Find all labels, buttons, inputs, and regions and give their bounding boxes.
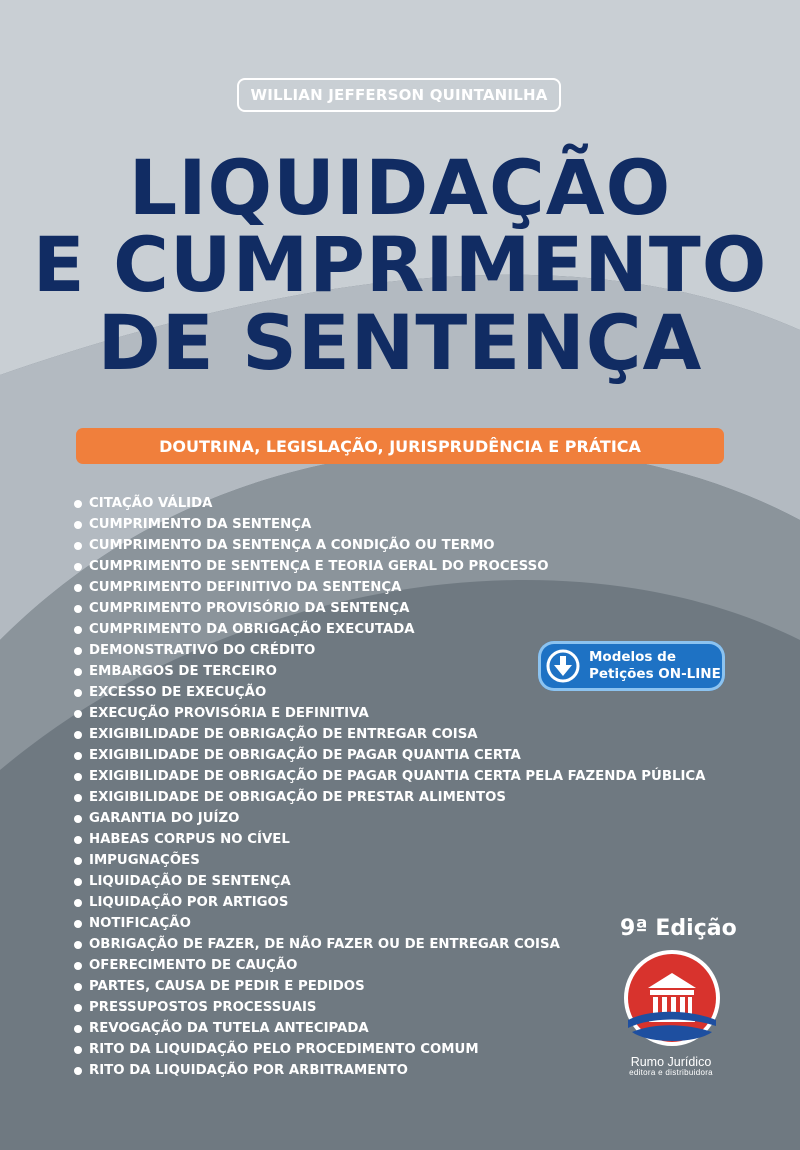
topic-label: PRESSUPOSTOS PROCESSUAIS [89,1000,317,1015]
topic-label: EXIGIBILIDADE DE OBRIGAÇÃO DE ENTREGAR COISA [89,727,478,742]
topic-item [74,892,705,913]
topic-label: RITO DA LIQUIDAÇÃO POR ARBITRAMENTO [89,1063,408,1078]
bullet-icon [74,899,82,907]
topic-label: LIQUIDAÇÃO POR ARTIGOS [89,895,289,910]
topic-item [74,955,705,976]
topic-label: HABEAS CORPUS NO CÍVEL [89,832,290,847]
topic-label: RITO DA LIQUIDAÇÃO PELO PROCEDIMENTO COMUM [89,1042,479,1057]
topic-item [74,766,705,787]
bullet-icon [74,794,82,802]
topic-label: EXIGIBILIDADE DE OBRIGAÇÃO DE PAGAR QUANTIA CERTA [89,748,521,763]
bullet-icon [74,1025,82,1033]
topic-label: IMPUGNAÇÕES [89,853,200,868]
bullet-icon [74,626,82,634]
publisher-name: Rumo Jurídico [630,1055,712,1069]
topic-item [74,871,705,892]
topic-label: NOTIFICAÇÃO [89,916,191,931]
topic-label: LIQUIDAÇÃO DE SENTENÇA [89,874,291,889]
topic-item [74,808,705,829]
topic-item [74,703,705,724]
topic-label: CUMPRIMENTO DA SENTENÇA A CONDIÇÃO OU TERMO [89,538,495,553]
bullet-icon [74,773,82,781]
title-line-2: E CUMPRIMENTO [32,220,768,309]
author-name: WILLIAN JEFFERSON QUINTANILHA [237,78,561,112]
bullet-icon [74,584,82,592]
bullet-icon [74,752,82,760]
bullet-icon [74,962,82,970]
topic-label: CUMPRIMENTO DA OBRIGAÇÃO EXECUTADA [89,622,415,637]
topic-item [74,934,705,955]
subtitle-banner: DOUTRINA, LEGISLAÇÃO, JURISPRUDÊNCIA E PRÁTICA [76,428,724,464]
online-templates-badge [538,641,725,691]
bullet-icon [74,815,82,823]
topic-item [74,829,705,850]
bullet-icon [74,731,82,739]
topic-item [74,598,705,619]
topic-label: EMBARGOS DE TERCEIRO [89,664,277,679]
bullet-icon [74,1004,82,1012]
title-line-1: LIQUIDAÇÃO [128,143,672,232]
topic-item [74,850,705,871]
topic-item [74,913,705,934]
topic-label: GARANTIA DO JUÍZO [89,811,240,826]
topic-item [74,556,705,577]
bullet-icon [74,647,82,655]
bullet-icon [74,836,82,844]
topic-label: EXIGIBILIDADE DE OBRIGAÇÃO DE PAGAR QUANTIA CERTA PELA FAZENDA PÚBLICA [89,769,706,784]
topic-item [74,1018,705,1039]
topic-item [74,724,705,745]
topic-item [74,514,705,535]
bullet-icon [74,689,82,697]
bullet-icon [74,878,82,886]
topic-label: REVOGAÇÃO DA TUTELA ANTECIPADA [89,1021,369,1036]
badge-line-2: Petições ON-LINE [589,666,721,682]
badge-line-1: Modelos de [589,649,676,665]
bullet-icon [74,500,82,508]
topic-label: OFERECIMENTO DE CAUÇÃO [89,958,298,973]
download-arrow-icon [545,648,581,684]
topic-item [74,997,705,1018]
bullet-icon [74,941,82,949]
topic-label: EXCESSO DE EXECUÇÃO [89,685,267,700]
bullet-icon [74,521,82,529]
topic-label: OBRIGAÇÃO DE FAZER, DE NÃO FAZER OU DE ENTREGAR COISA [89,937,560,952]
topic-label: CUMPRIMENTO DEFINITIVO DA SENTENÇA [89,580,402,595]
topic-label: CITAÇÃO VÁLIDA [89,496,213,511]
bullet-icon [74,1046,82,1054]
topic-label: CUMPRIMENTO DA SENTENÇA [89,517,312,532]
topic-label: EXECUÇÃO PROVISÓRIA E DEFINITIVA [89,706,369,721]
bullet-icon [74,857,82,865]
topic-label: DEMONSTRATIVO DO CRÉDITO [89,643,316,658]
bullet-icon [74,668,82,676]
edition-label: 9ª Edição [620,916,737,941]
courthouse-icon [622,948,722,1048]
topic-item [74,535,705,556]
topic-label: CUMPRIMENTO PROVISÓRIO DA SENTENÇA [89,601,410,616]
topic-label: CUMPRIMENTO DE SENTENÇA E TEORIA GERAL DO PROCESSO [89,559,549,574]
topic-label: PARTES, CAUSA DE PEDIR E PEDIDOS [89,979,365,994]
topic-item [74,577,705,598]
topic-item [74,976,705,997]
bullet-icon [74,605,82,613]
topic-item [74,619,705,640]
topic-list [74,493,705,1081]
topic-item [74,493,705,514]
bullet-icon [74,920,82,928]
bullet-icon [74,542,82,550]
bullet-icon [74,563,82,571]
bullet-icon [74,1067,82,1075]
bullet-icon [74,710,82,718]
topic-item [74,787,705,808]
publisher-tagline: editora e distribuidora [629,1068,713,1077]
title-line-3: DE SENTENÇA [97,298,703,387]
topic-label: EXIGIBILIDADE DE OBRIGAÇÃO DE PRESTAR ALIMENTOS [89,790,506,805]
badge-text [589,649,721,683]
topic-item [74,745,705,766]
bullet-icon [74,983,82,991]
